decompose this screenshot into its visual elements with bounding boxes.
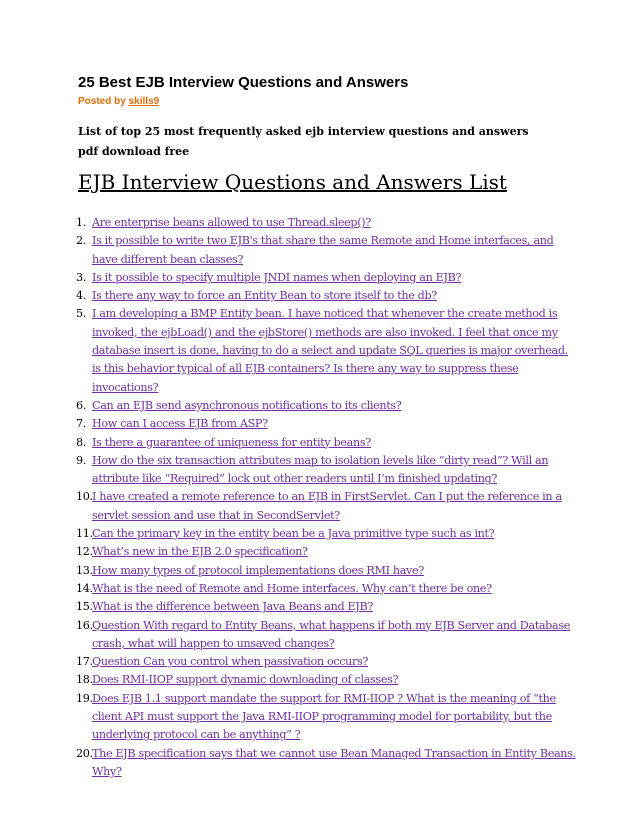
question-item: [76, 598, 576, 616]
question-item: [76, 580, 576, 598]
question-item: [76, 745, 576, 782]
question-link[interactable]: Does RMI-IIOP support dynamic downloading of classes?: [92, 673, 399, 687]
question-number: 6.: [76, 398, 86, 412]
question-number: 2.: [76, 234, 86, 248]
question-number: 19.: [76, 691, 93, 705]
question-link[interactable]: What’s new in the EJB 2.0 specification?: [92, 545, 308, 559]
question-item: [76, 305, 576, 396]
question-number: 16.: [76, 618, 93, 632]
question-item: [76, 671, 576, 689]
question-item: [76, 415, 576, 433]
question-link[interactable]: Are enterprise beans allowed to use Thread.sleep()?: [92, 216, 371, 229]
question-link[interactable]: I have created a remote reference to an EJB in FirstServlet. Can I put the reference in a servlet session and use that in SecondServlet?: [92, 490, 562, 522]
question-item: [76, 617, 576, 654]
question-item: [76, 397, 576, 415]
question-item: [76, 434, 576, 452]
question-number: 5.: [76, 307, 86, 321]
question-number: 3.: [76, 270, 86, 284]
question-link[interactable]: How do the six transaction attributes map to isolation levels like “dirty read”? Will an attribute like “Required” lock out other readers until I’m finished updating?: [92, 453, 549, 486]
question-item: [76, 690, 576, 745]
question-number: 14.: [76, 581, 93, 595]
question-number: 20.: [76, 746, 93, 760]
question-link[interactable]: Is it possible to specify multiple JNDI names when deploying an EJB?: [92, 270, 462, 284]
question-link[interactable]: Does EJB 1.1 support mandate the support for RMI-IIOP ? What is the meaning of “the client API must support the Java RMI-IIOP programming model for portability, but the underlying protocol can be anything” ?: [92, 691, 556, 742]
question-link[interactable]: What is the need of Remote and Home interfaces. Why can’t there be one?: [92, 581, 492, 595]
question-number: 8.: [76, 435, 86, 449]
question-number: 17.: [76, 655, 93, 669]
question-number: 9.: [76, 453, 86, 467]
question-link[interactable]: I am developing a BMP Entity bean. I have noticed that whenever the create method is invoked, the ejbLoad() and the ejbStore() methods are also invoked. I feel that once my database insert is done, having to do a select and update SQL queries is major overhead. is this behavior typical of all EJB containers? Is there any way to suppress these invocations?: [92, 307, 568, 394]
author-link[interactable]: skills9: [128, 96, 160, 107]
question-item: [76, 543, 576, 561]
byline: [78, 96, 159, 107]
question-number: 18.: [76, 673, 93, 687]
question-item: [76, 287, 576, 305]
question-number: 4.: [76, 289, 86, 303]
question-number: 1.: [76, 216, 86, 229]
page-title: 25 Best EJB Interview Questions and Answers: [78, 74, 409, 91]
question-link[interactable]: Is it possible to write two EJB's that share the same Remote and Home interfaces, and have different bean classes?: [92, 234, 554, 266]
question-link[interactable]: Is there a guarantee of uniqueness for entity beans?: [92, 435, 371, 449]
question-link[interactable]: What is the difference between Java Beans and EJB?: [92, 600, 373, 614]
posted-by-label: Posted by: [78, 96, 126, 107]
question-item: [76, 232, 576, 269]
question-number: 12.: [76, 545, 93, 559]
question-number: 10.: [76, 490, 93, 504]
question-link[interactable]: How many types of protocol implementations does RMI have?: [92, 563, 424, 577]
question-link[interactable]: The EJB specification says that we cannot use Bean Managed Transaction in Entity Beans. Why?: [92, 746, 576, 778]
question-number: 11.: [76, 527, 93, 541]
question-number: 15.: [76, 600, 93, 614]
question-item: [76, 488, 576, 525]
question-link[interactable]: Question Can you control when passivation occurs?: [92, 655, 369, 669]
question-number: 7.: [76, 417, 86, 431]
question-number: 13.: [76, 563, 93, 577]
question-item: [76, 269, 576, 287]
question-item: [76, 653, 576, 671]
list-heading: EJB Interview Questions and Answers List: [78, 170, 507, 194]
question-link[interactable]: Can an EJB send asynchronous notifications to its clients?: [92, 398, 402, 412]
question-item: [76, 525, 576, 543]
question-item: [76, 214, 576, 232]
question-link[interactable]: Is there any way to force an Entity Bean to store itself to the db?: [92, 289, 437, 303]
question-link[interactable]: Can the primary key in the entity bean be a Java primitive type such as int?: [92, 527, 495, 541]
question-link[interactable]: Question With regard to Entity Beans, what happens if both my EJB Server and Database crash, what will happen to unsaved changes?: [92, 618, 570, 650]
question-list: [76, 214, 576, 781]
question-item: [76, 562, 576, 580]
question-link[interactable]: How can I access EJB from ASP?: [92, 417, 268, 431]
question-item: [76, 452, 576, 489]
intro-text: List of top 25 most frequently asked ejb interview questions and answers pdf download free: [78, 125, 529, 158]
